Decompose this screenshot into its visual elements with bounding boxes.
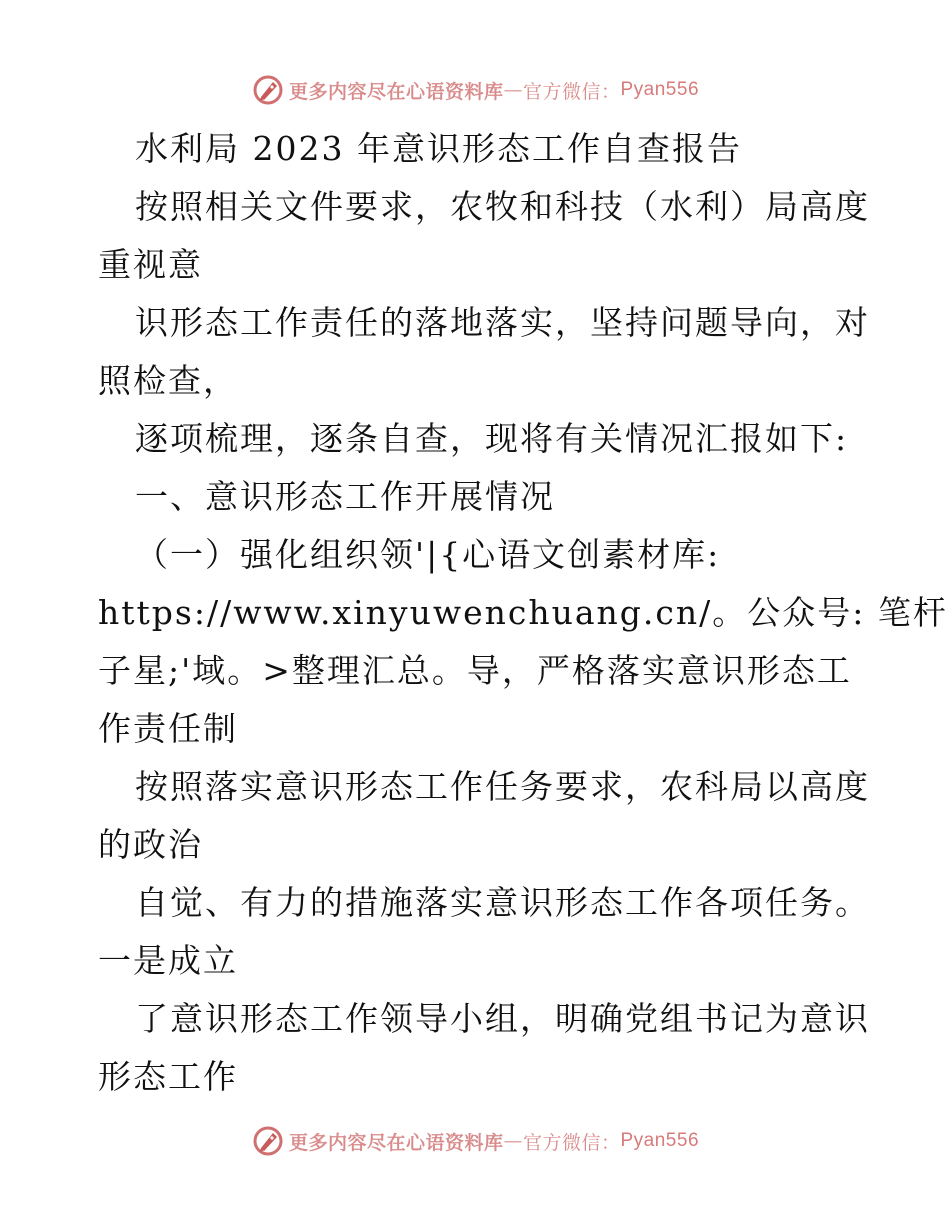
watermark-header bbox=[0, 70, 950, 110]
watermark-wechat-id: Pyan556 bbox=[620, 79, 700, 100]
paragraph-line: 重视意 bbox=[98, 245, 203, 284]
paragraph-line: 逐项梳理，逐条自查，现将有关情况汇报如下: bbox=[135, 419, 849, 458]
document-title: 水利局 2023 年意识形态工作自查报告 bbox=[135, 129, 742, 168]
watermark-site-text: 更多内容尽在心语资料库 bbox=[288, 80, 504, 103]
paragraph-line: 形态工作 bbox=[98, 1057, 238, 1096]
watermark-footer bbox=[0, 1121, 950, 1161]
paragraph-line: 识形态工作责任的落地落实，坚持问题导向，对 bbox=[135, 303, 870, 342]
watermark-dash: — bbox=[503, 1130, 523, 1152]
subsection-heading: （一）强化组织领'|{心语文创素材库: bbox=[135, 535, 721, 574]
paragraph-line: 自觉、有力的措施落实意识形态工作各项任务。 bbox=[135, 883, 870, 922]
paragraph-line: 了意识形态工作领导小组，明确党组书记为意识 bbox=[135, 999, 870, 1038]
watermark-wechat-label: 官方微信： bbox=[522, 80, 621, 103]
watermark-site-text: 更多内容尽在心语资料库 bbox=[288, 1131, 504, 1154]
paragraph-line: 照检查， bbox=[98, 361, 238, 400]
watermark-wechat-id: Pyan556 bbox=[620, 1130, 700, 1151]
paragraph-line: 作责任制 bbox=[98, 709, 238, 748]
paragraph-line: 按照相关文件要求，农牧和科技（水利）局高度 bbox=[135, 187, 870, 226]
pen-nib-circle-icon bbox=[251, 73, 285, 107]
paragraph-line: 一是成立 bbox=[98, 941, 238, 980]
watermark-wechat-label: 官方微信： bbox=[522, 1131, 621, 1154]
section-heading: 一、意识形态工作开展情况 bbox=[135, 477, 555, 516]
watermark-dash: — bbox=[503, 79, 523, 101]
paragraph-line: https://www.xinyuwenchuang.cn/。公众号: 笔杆 bbox=[98, 593, 948, 632]
pen-nib-circle-icon bbox=[251, 1124, 285, 1158]
document-body bbox=[98, 120, 948, 1106]
paragraph-line: 按照落实意识形态工作任务要求，农科局以高度 bbox=[135, 767, 870, 806]
paragraph-line: 子星;'域。>整理汇总。导，严格落实意识形态工 bbox=[98, 651, 852, 690]
paragraph-line: 的政治 bbox=[98, 825, 203, 864]
